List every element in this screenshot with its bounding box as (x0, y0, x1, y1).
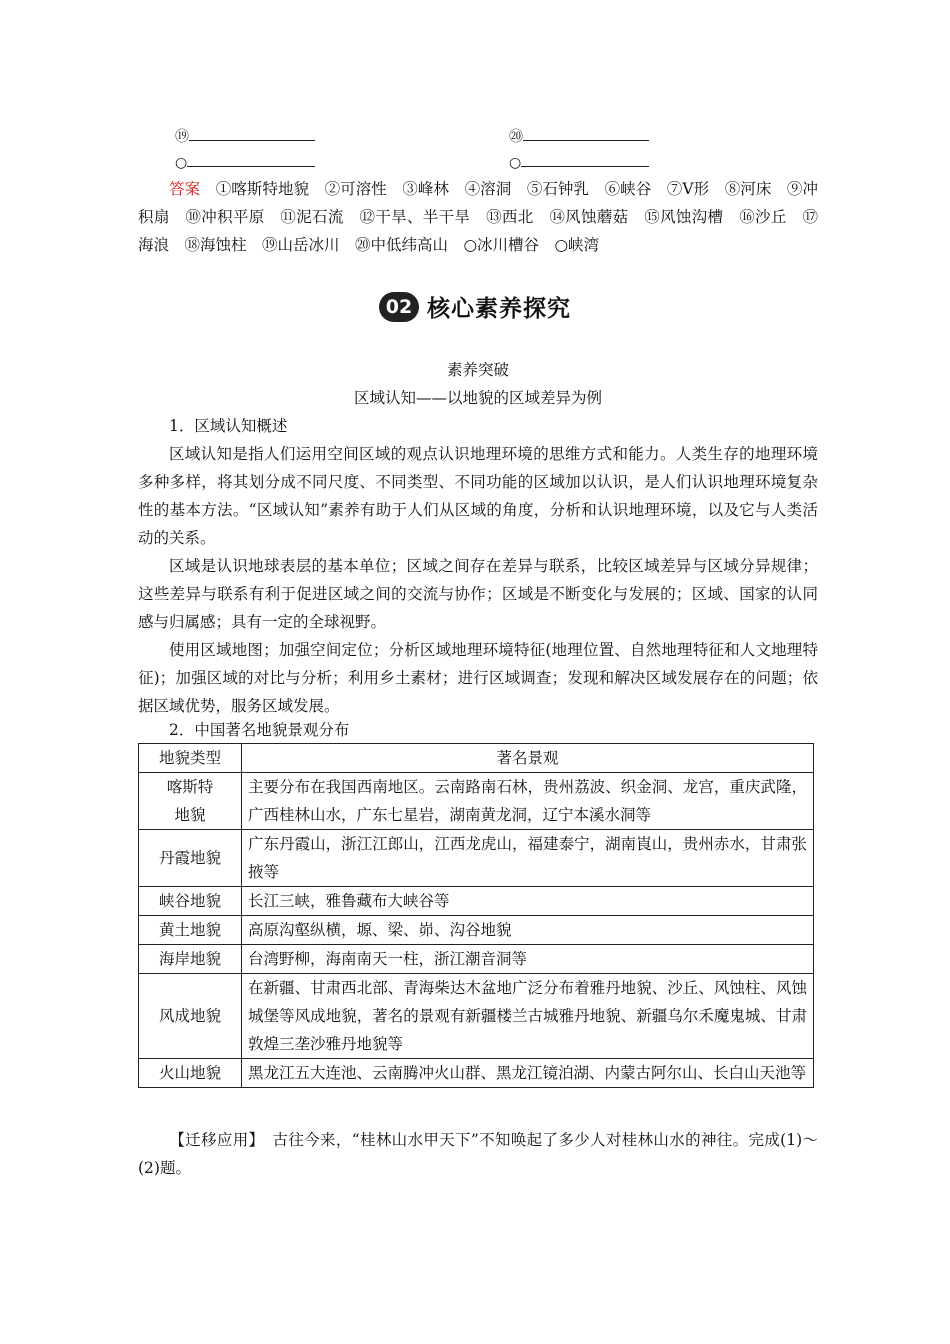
row-type: 喀斯特地貌 (139, 773, 242, 830)
table-row (139, 830, 814, 887)
blank-19 (175, 126, 315, 146)
blank-label: ○ (175, 155, 188, 171)
blank-line (523, 126, 649, 141)
section-heading (0, 290, 950, 323)
table-row (139, 887, 814, 916)
row-type: 黄土地貌 (139, 916, 242, 945)
row-desc: 在新疆、甘肃西北部、青海柴达木盆地广泛分布着雅丹地貌、沙丘、风蚀柱、风蚀城堡等风成地貌，著名的景观有新疆楼兰古城雅丹地貌、新疆乌尔禾魔鬼城、甘肃敦煌三垄沙雅丹地貌等 (242, 974, 814, 1059)
row-desc: 台湾野柳，海南南天一柱，浙江潮音洞等 (242, 945, 814, 974)
heading-1: 1．区域认知概述 (169, 417, 288, 435)
paragraph-1: 区域认知是指人们运用空间区域的观点认识地理环境的思维方式和能力。人类生存的地理环境多种多样，将其划分成不同尺度、不同类型、不同功能的区域加以认识，是人们认识地理环境复杂性的基本方法。“区域认知”素养有助于人们从区域的角度，分析和认识地理环境，以及它与人类活动的关系。 (138, 445, 818, 547)
row-type: 海岸地貌 (139, 945, 242, 974)
section-number-badge: 02 (379, 292, 419, 322)
table-row (139, 945, 814, 974)
row-type: 丹霞地貌 (139, 830, 242, 887)
transfer-text: 古往今来，“桂林山水甲天下”不知唤起了多少人对桂林山水的神往。完成(1)～(2)题。 (138, 1131, 818, 1177)
table-row (139, 1059, 814, 1088)
row-type: 峡谷地貌 (139, 887, 242, 916)
heading-2: 2．中国著名地貌景观分布 (169, 721, 350, 739)
blank-label: ⑳ (509, 129, 523, 145)
answer-label: 答案 (169, 180, 201, 198)
subheading: 素养突破 (446, 361, 509, 379)
table-row (139, 773, 814, 830)
blank-label: ⑲ (175, 129, 189, 145)
table-row (139, 916, 814, 945)
transfer-label: 【迁移应用】 (169, 1131, 257, 1149)
row-type: 火山地貌 (139, 1059, 242, 1088)
blank-line (521, 152, 649, 167)
row-type: 风成地貌 (139, 974, 242, 1059)
table-header-row (139, 744, 814, 773)
paragraph-3: 使用区域地图；加强空间定位；分析区域地理环境特征(地理位置、自然地理特征和人文地理特征)；加强区域的对比与分析；利用乡土素材；进行区域调查；发现和解决区域发展存在的问题；依据区域优势，服务区域发展。 (138, 641, 818, 715)
table-row (139, 974, 814, 1059)
section-title: 核心素养探究 (427, 296, 571, 322)
landform-table (138, 743, 814, 1088)
answer-text: ①喀斯特地貌 ②可溶性 ③峰林 ④溶洞 ⑤石钟乳 ⑥峡谷 ⑦Ⅴ形 ⑧河床 ⑨冲积扇 ⑩冲积平原 ⑪泥石流 ⑫干旱、半干旱 ⑬西北 ⑭风蚀蘑菇 ⑮风蚀沟槽 ⑯沙丘 ⑰海浪 ⑱海蚀柱 ⑲山岳冰川 ⑳中低纬高山 ○冰川槽谷 ○峡湾 (138, 180, 818, 254)
blank-label: ○ (509, 155, 522, 171)
answer-block (138, 175, 818, 259)
header-type: 地貌类型 (139, 744, 242, 773)
subtitle: 区域认知——以地貌的区域差异为例 (353, 389, 602, 407)
header-desc: 著名景观 (242, 744, 814, 773)
row-desc: 长江三峡，雅鲁藏布大峡谷等 (242, 887, 814, 916)
blank-22 (509, 152, 649, 171)
paragraph-2: 区域是认识地球表层的基本单位；区域之间存在差异与联系，比较区域差异与区域分异规律；这些差异与联系有利于促进区域之间的交流与协作；区域是不断变化与发展的；区域、国家的认同感与归属感；具有一定的全球视野。 (138, 557, 818, 631)
blank-20 (509, 126, 649, 146)
transfer-application (138, 1126, 818, 1182)
row-desc: 主要分布在我国西南地区。云南路南石林，贵州荔波、织金洞、龙宫，重庆武隆，广西桂林山水，广东七星岩，湖南黄龙洞，辽宁本溪水洞等 (242, 773, 814, 830)
blank-21 (175, 152, 315, 171)
row-desc: 广东丹霞山，浙江江郎山，江西龙虎山，福建泰宁，湖南崀山，贵州赤水，甘肃张掖等 (242, 830, 814, 887)
row-desc: 高原沟壑纵横，塬、梁、峁、沟谷地貌 (242, 916, 814, 945)
blank-line (189, 126, 315, 141)
row-desc: 黑龙江五大连池、云南腾冲火山群、黑龙江镜泊湖、内蒙古阿尔山、长白山天池等 (242, 1059, 814, 1088)
blank-line (187, 152, 315, 167)
